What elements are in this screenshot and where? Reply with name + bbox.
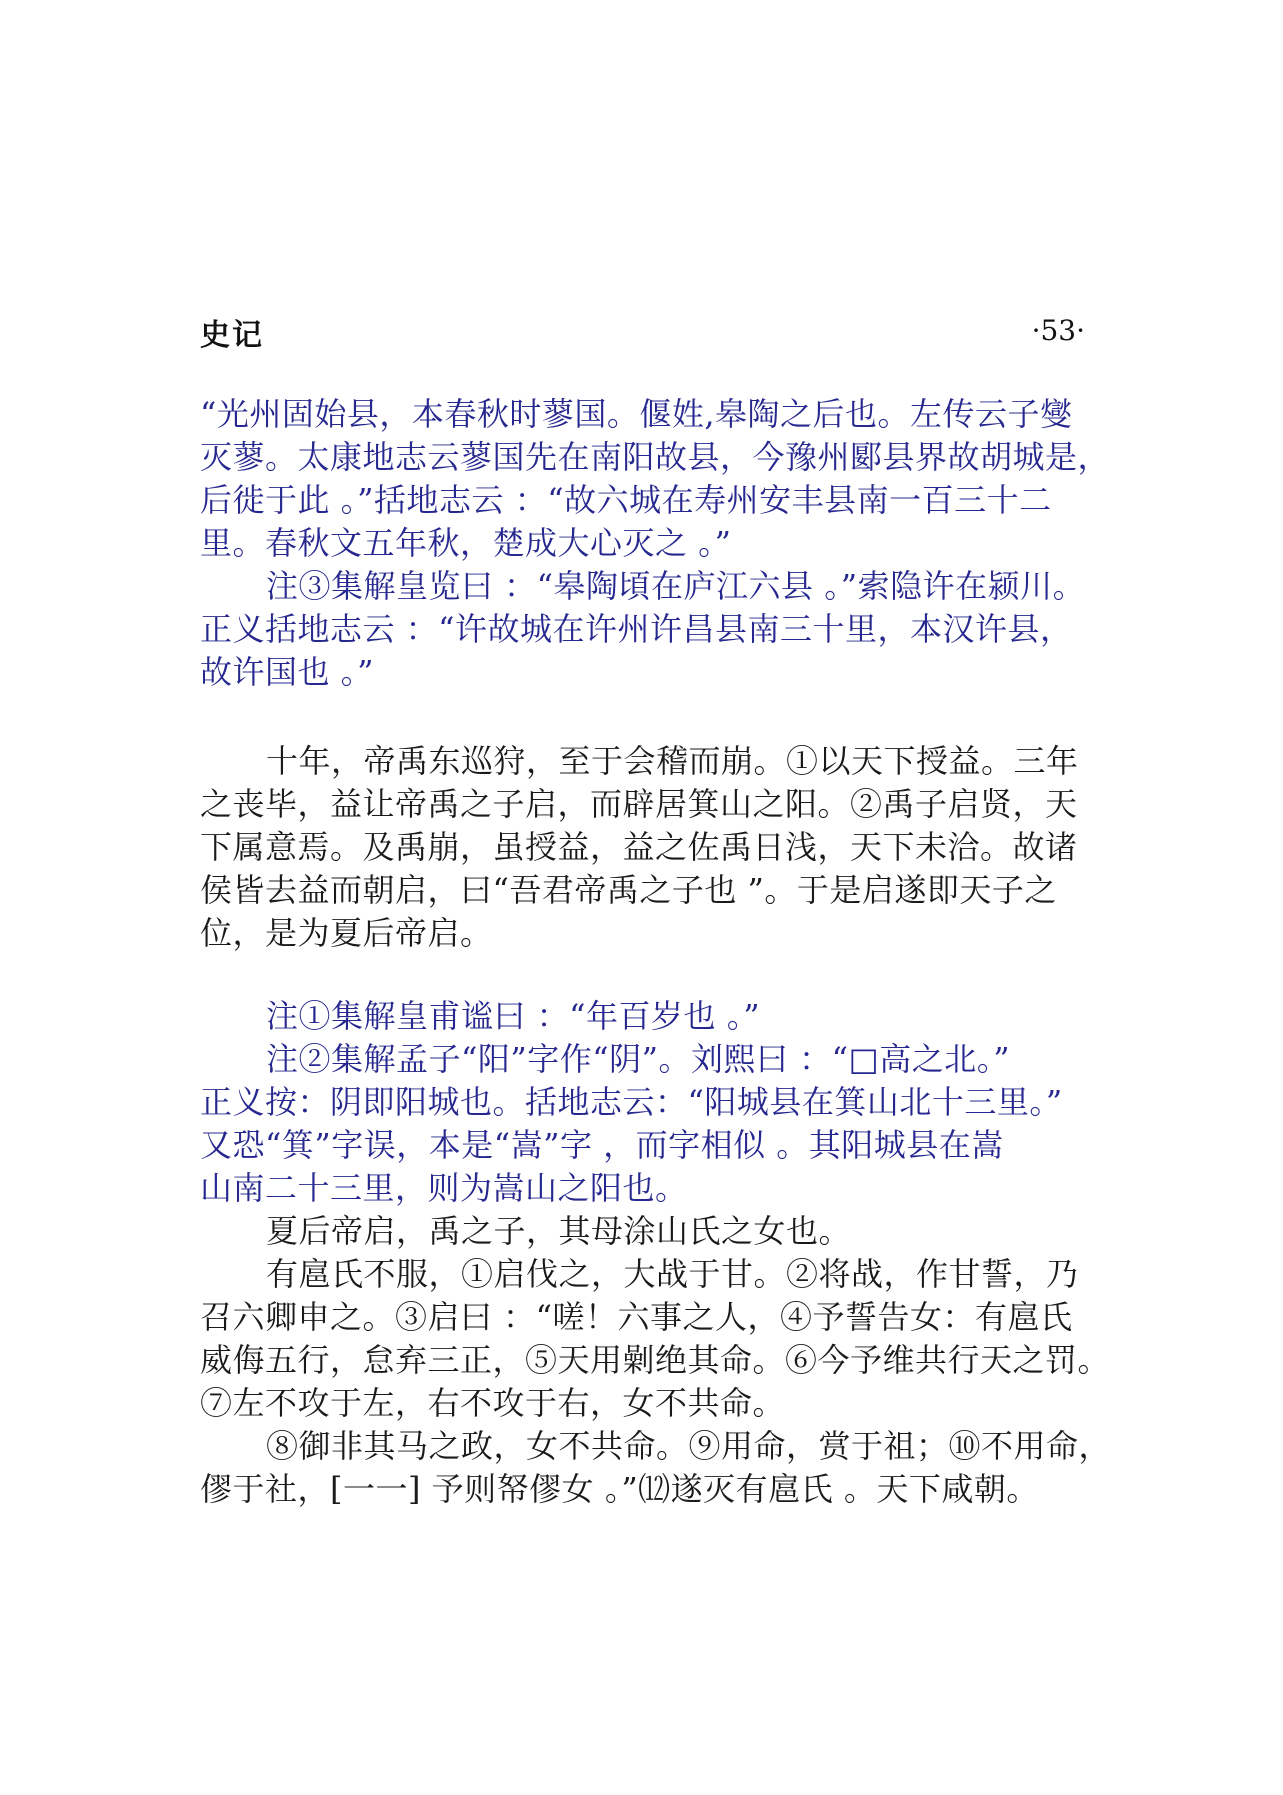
commentary-line: 正义括地志云 ：“许故城在许州许昌县南三十里，本汉许县， [200,610,1073,648]
commentary-line: 又恐“箕”字误，本是“嵩”字 ，而字相似 。其阳城县在嵩 [200,1126,1004,1164]
commentary-line: “光州固始县，本春秋时蓼国。偃姓,皋陶之后也。左传云子燮 [200,395,1073,433]
book-title: 史记 [200,318,264,353]
page-header [200,310,1085,353]
main-text-line: 夏后帝启，禹之子，其母涂山氏之女也。 [266,1212,852,1250]
main-text-line: 位，是为夏后帝启。 [200,914,493,952]
main-text-line: 僇于社，[一一] 予则帑僇女 。”⑿遂灭有扈氏 。天下咸朝。 [200,1470,1039,1508]
commentary-line: 后徙于此 。”括地志云 ：“故六城在寿州安丰县南一百三十二 [200,481,1052,519]
main-text-line: ⑦左不攻于左，右不攻于右，女不共命。 [200,1384,786,1422]
paragraph-gap [200,955,1085,995]
commentary-line: 正义按：阴即阳城也。括地志云：“阳城县在箕山北十三里。” [200,1083,1063,1121]
commentary-line: 注②集解孟子“阳”字作“阴”。刘熙曰 ：“□高之北。” [266,1040,1011,1078]
page-body [200,393,1112,1511]
commentary-line: 灭蓼。太康地志云蓼国先在南阳故县，今豫州郾县界故胡城是， [200,438,1111,476]
commentary-line: 故许国也 。” [200,653,375,691]
paragraph-gap [200,694,1085,740]
main-text-line: 十年，帝禹东巡狩，至于会稽而崩。①以天下授益。三年 [266,742,1079,780]
commentary-line: 注①集解皇甫谧曰 ：“年百岁也 。” [266,997,761,1035]
main-text-line: ⑧御非其马之政，女不共命。⑨用命，赏于祖；⑩不用命， [266,1427,1112,1465]
commentary-line: 山南二十三里，则为嵩山之阳也。 [200,1169,688,1207]
main-text-line: 召六卿申之。③启曰 ：“嗟！六事之人，④予誓告女：有扈氏 [200,1298,1073,1336]
main-text-line: 有扈氏不服，①启伐之，大战于甘。②将战，作甘誓，乃 [266,1255,1079,1293]
main-text-line: 下属意焉。及禹崩，虽授益，益之佐禹日浅，天下未洽。故诸 [200,828,1078,866]
page-number: ·53· [1031,314,1085,347]
commentary-line: 注③集解皇览曰 ：“皋陶頃在庐江六县 。”索隐许在颍川。 [266,567,1086,605]
commentary-line: 里。春秋文五年秋，楚成大心灭之 。” [200,524,732,562]
main-text-line: 之丧毕，益让帝禹之子启，而辟居箕山之阳。②禹子启贤，天 [200,785,1078,823]
main-text-line: 威侮五行，怠弃三正，⑤天用劋绝其命。⑥今予维共行天之罚。 [200,1341,1111,1379]
main-text-line: 侯皆去益而朝启，曰“吾君帝禹之子也 ”。于是启遂即天子之 [200,871,1057,909]
